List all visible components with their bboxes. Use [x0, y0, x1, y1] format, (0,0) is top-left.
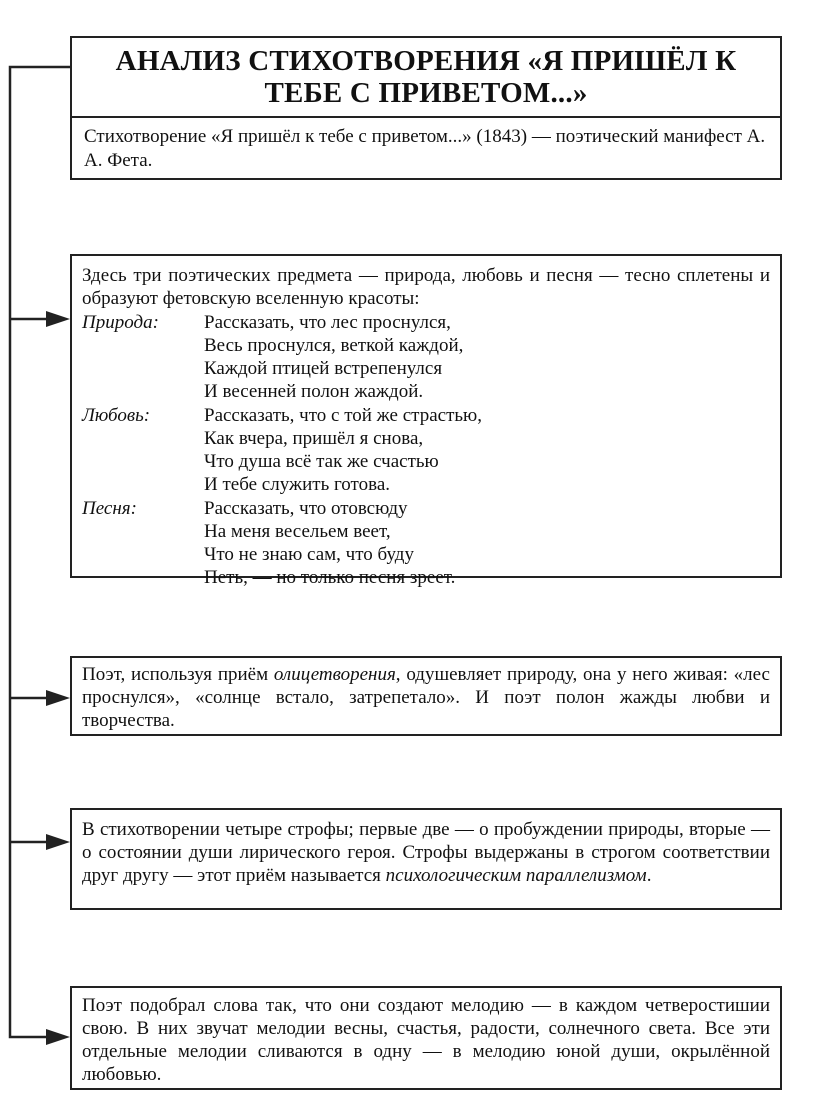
intro-text: Стихотворение «Я пришёл к тебе с приветом...» (1843) — поэтический манифест А. А. Фета.	[84, 126, 766, 171]
arrow-icon	[46, 1029, 70, 1045]
verse-line: Весь проснулся, веткой каждой,	[204, 335, 464, 356]
page-title: АНАЛИЗ СТИХОТВОРЕНИЯ «Я ПРИШЁЛ К ТЕБЕ С ПРИВЕТОМ...»	[70, 36, 782, 118]
parallelism-text-start: В стихотворении четыре строфы; первые две — о пробуждении природы, вторые — о состоянии души лирического героя. Строфы выдержаны в строгом соответствии друг другу — этот приём называется	[82, 819, 770, 886]
verse-label: Природа:	[82, 312, 159, 333]
verse-line: Каждой птицей встрепенулся	[204, 358, 443, 379]
verse-line: Как вчера, пришёл я снова,	[204, 428, 424, 449]
verse-line: Что душа всё так же счастью	[204, 451, 439, 472]
verse-song	[82, 497, 770, 589]
melody-text: Поэт подобрал слова так, что они создают мелодию — в каждом четверостишии свою. В них звучат мелодии весны, счастья, радости, солнечного света. Все эти отдельные мелодии сливаются в одну — в мелодию юной души, окрылённой любовью.	[82, 995, 770, 1085]
three-subjects-box	[70, 254, 782, 588]
arrow-icon	[46, 834, 70, 850]
verse-line: Рассказать, что с той же страстью,	[204, 405, 482, 426]
arrow-icon	[46, 311, 70, 327]
verse-label: Любовь:	[82, 405, 151, 426]
verse-line: На меня весельем веет,	[204, 521, 391, 542]
verse-line: Петь, — но только песня зреет.	[204, 567, 456, 588]
three-subjects-intro: Здесь три поэтических предмета — природа, любовь и песня — тесно сплетены и образуют фетовскую вселенную красоты:	[82, 265, 770, 309]
verse-line: Рассказать, что отовсюду	[204, 498, 408, 519]
personification-text-end: , одушевляет природу, она у него живая: «лес проснулся», «солнце встало, затрепетало». И поэт полон жажды любви и творчества.	[82, 664, 770, 731]
verse-label: Песня:	[82, 498, 137, 519]
personification-box	[70, 656, 782, 736]
verse-line: И тебе служить готова.	[204, 474, 391, 495]
melody-box	[70, 986, 782, 1090]
intro-box	[70, 118, 782, 180]
verse-nature	[82, 311, 770, 403]
term-personification: олицетворения	[273, 664, 396, 685]
verse-love	[82, 404, 770, 496]
parallelism-text-end: .	[646, 865, 652, 886]
personification-text-start: Поэт, используя приём	[82, 664, 274, 685]
verse-line: Рассказать, что лес проснулся,	[204, 312, 451, 333]
verse-line: И весенней полон жаждой.	[204, 381, 424, 402]
parallelism-box	[70, 808, 782, 910]
verse-line: Что не знаю сам, что буду	[204, 544, 414, 565]
term-parallelism: психологическим параллелизмом	[385, 865, 647, 886]
main-connector-line	[10, 67, 70, 1037]
arrow-icon	[46, 690, 70, 706]
